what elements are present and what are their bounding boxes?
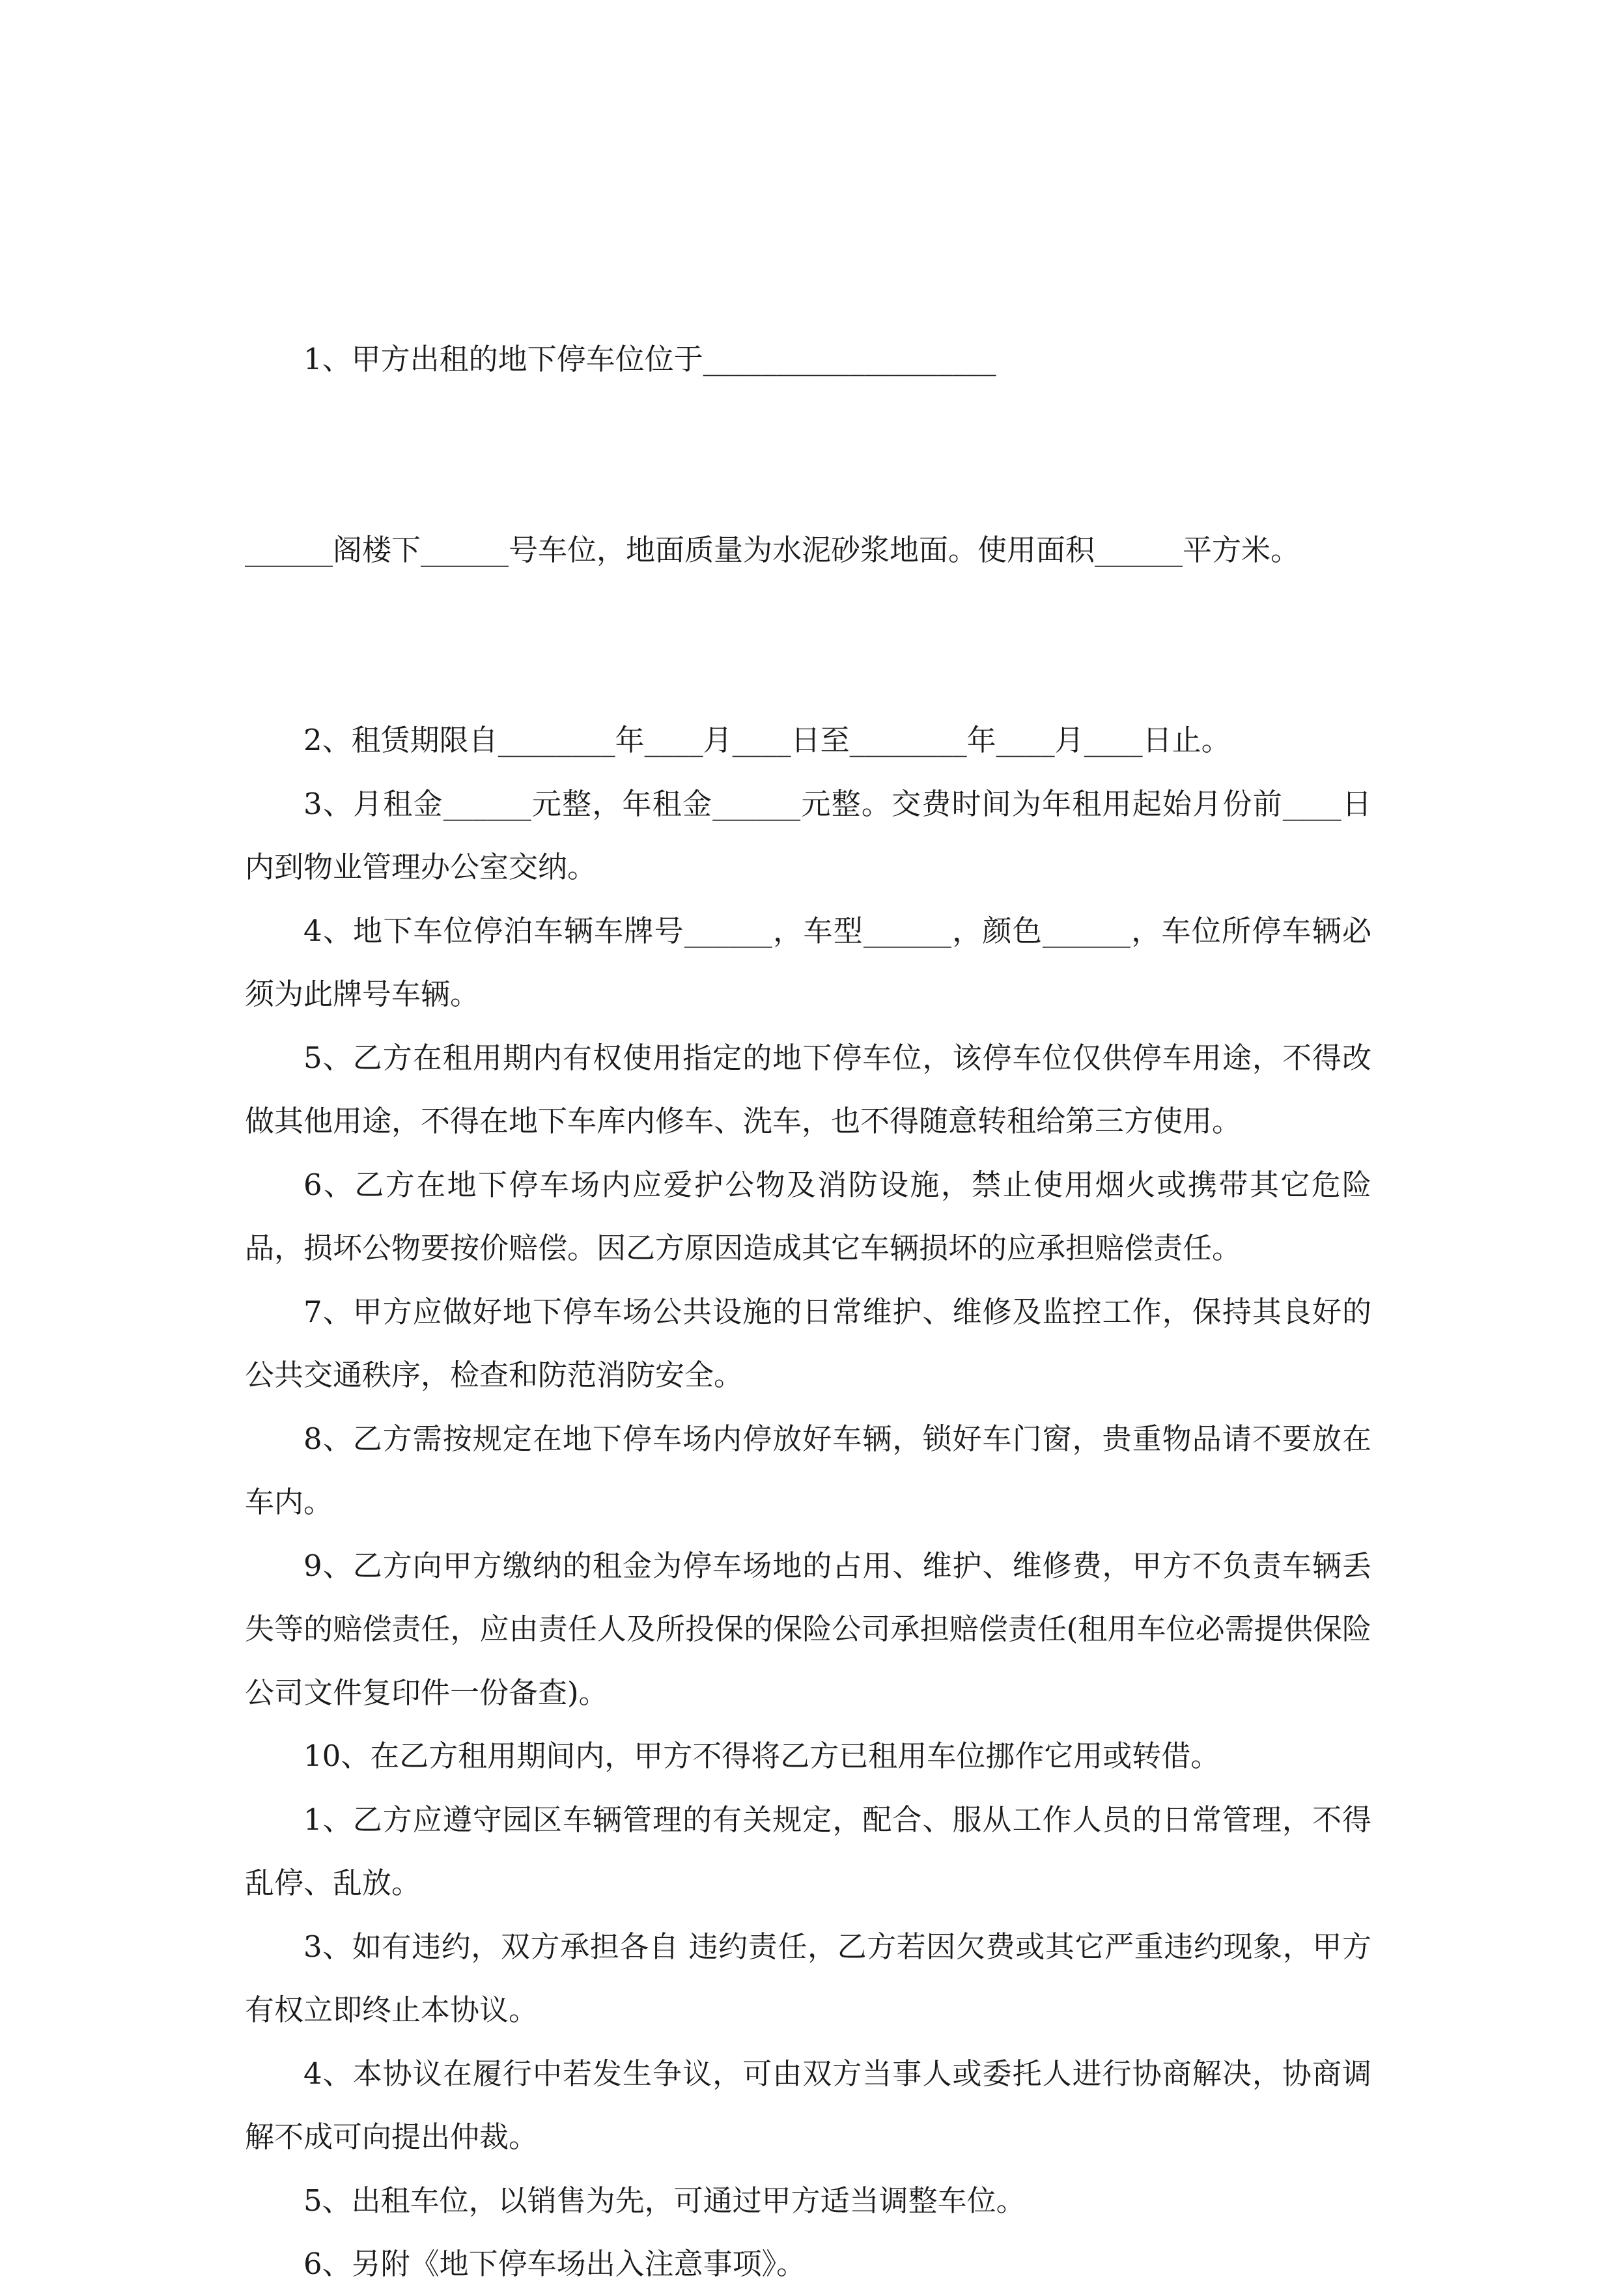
clause-breach: 3、如有违约，双方承担各自 违约责任，乙方若因欠费或其它严重违约现象，甲方有权立即终止本协议。 [245,1929,1371,2027]
clause-1-line-1: 1、甲方出租的地下停车位位于____________________ [303,342,996,376]
clause-9-liability: 9、乙方向甲方缴纳的租金为停车场地的占用、维护、维修费，甲方不负责车辆丢失等的赔偿责任，应由责任人及所投保的保险公司承担赔偿责任(租用车位必需提供保险公司文件复印件一份备查)。 [245,1548,1371,1710]
document-body [245,201,1371,2296]
clause-compliance: 1、乙方应遵守园区车辆管理的有关规定，配合、服从工作人员的日常管理，不得乱停、乱放。 [245,1802,1371,1900]
clause-8-parking-rules: 8、乙方需按规定在地下停车场内停放好车辆，锁好车门窗，贵重物品请不要放在车内。 [245,1421,1371,1519]
clause-1-line-2: ______阁楼下______号车位，地面质量为水泥砂浆地面。使用面积______平方米。 [245,532,1300,567]
clause-6-safety: 6、乙方在地下停车场内应爱护公物及消防设施，禁止使用烟火或携带其它危险品，损坏公物要按价赔偿。因乙方原因造成其它车辆损坏的应承担赔偿责任。 [245,1167,1371,1265]
clause-3-rent: 3、月租金______元整，年租金______元整。交费时间为年租用起始月份前____日内到物业管理办公室交纳。 [245,786,1371,884]
clause-sales-priority: 5、出租车位，以销售为先，可通过甲方适当调整车位。 [303,2183,1026,2218]
clause-attachment: 6、另附《地下停车场出入注意事项》。 [303,2247,806,2281]
clause-2-lease-term: 2、租赁期限自________年____月____日至________年____月____日止。 [303,723,1231,757]
clause-dispute: 4、本协议在履行中若发生争议，可由双方当事人或委托人进行协商解决，协商调解不成可向提出仲裁。 [245,2056,1371,2154]
clause-7-maintenance: 7、甲方应做好地下停车场公共设施的日常维护、维修及监控工作，保持其良好的公共交通秩序，检查和防范消防安全。 [245,1294,1371,1392]
clause-4-vehicle-info: 4、地下车位停泊车辆车牌号______，车型______，颜色______，车位所停车辆必须为此牌号车辆。 [245,913,1371,1011]
clause-1-location [245,201,1371,708]
clause-10-no-transfer: 10、在乙方租用期间内，甲方不得将乙方已租用车位挪作它用或转借。 [303,1739,1220,1773]
clause-5-usage: 5、乙方在租用期内有权使用指定的地下停车位，该停车位仅供停车用途，不得改做其他用途，不得在地下车库内修车、洗车，也不得随意转租给第三方使用。 [245,1040,1371,1138]
